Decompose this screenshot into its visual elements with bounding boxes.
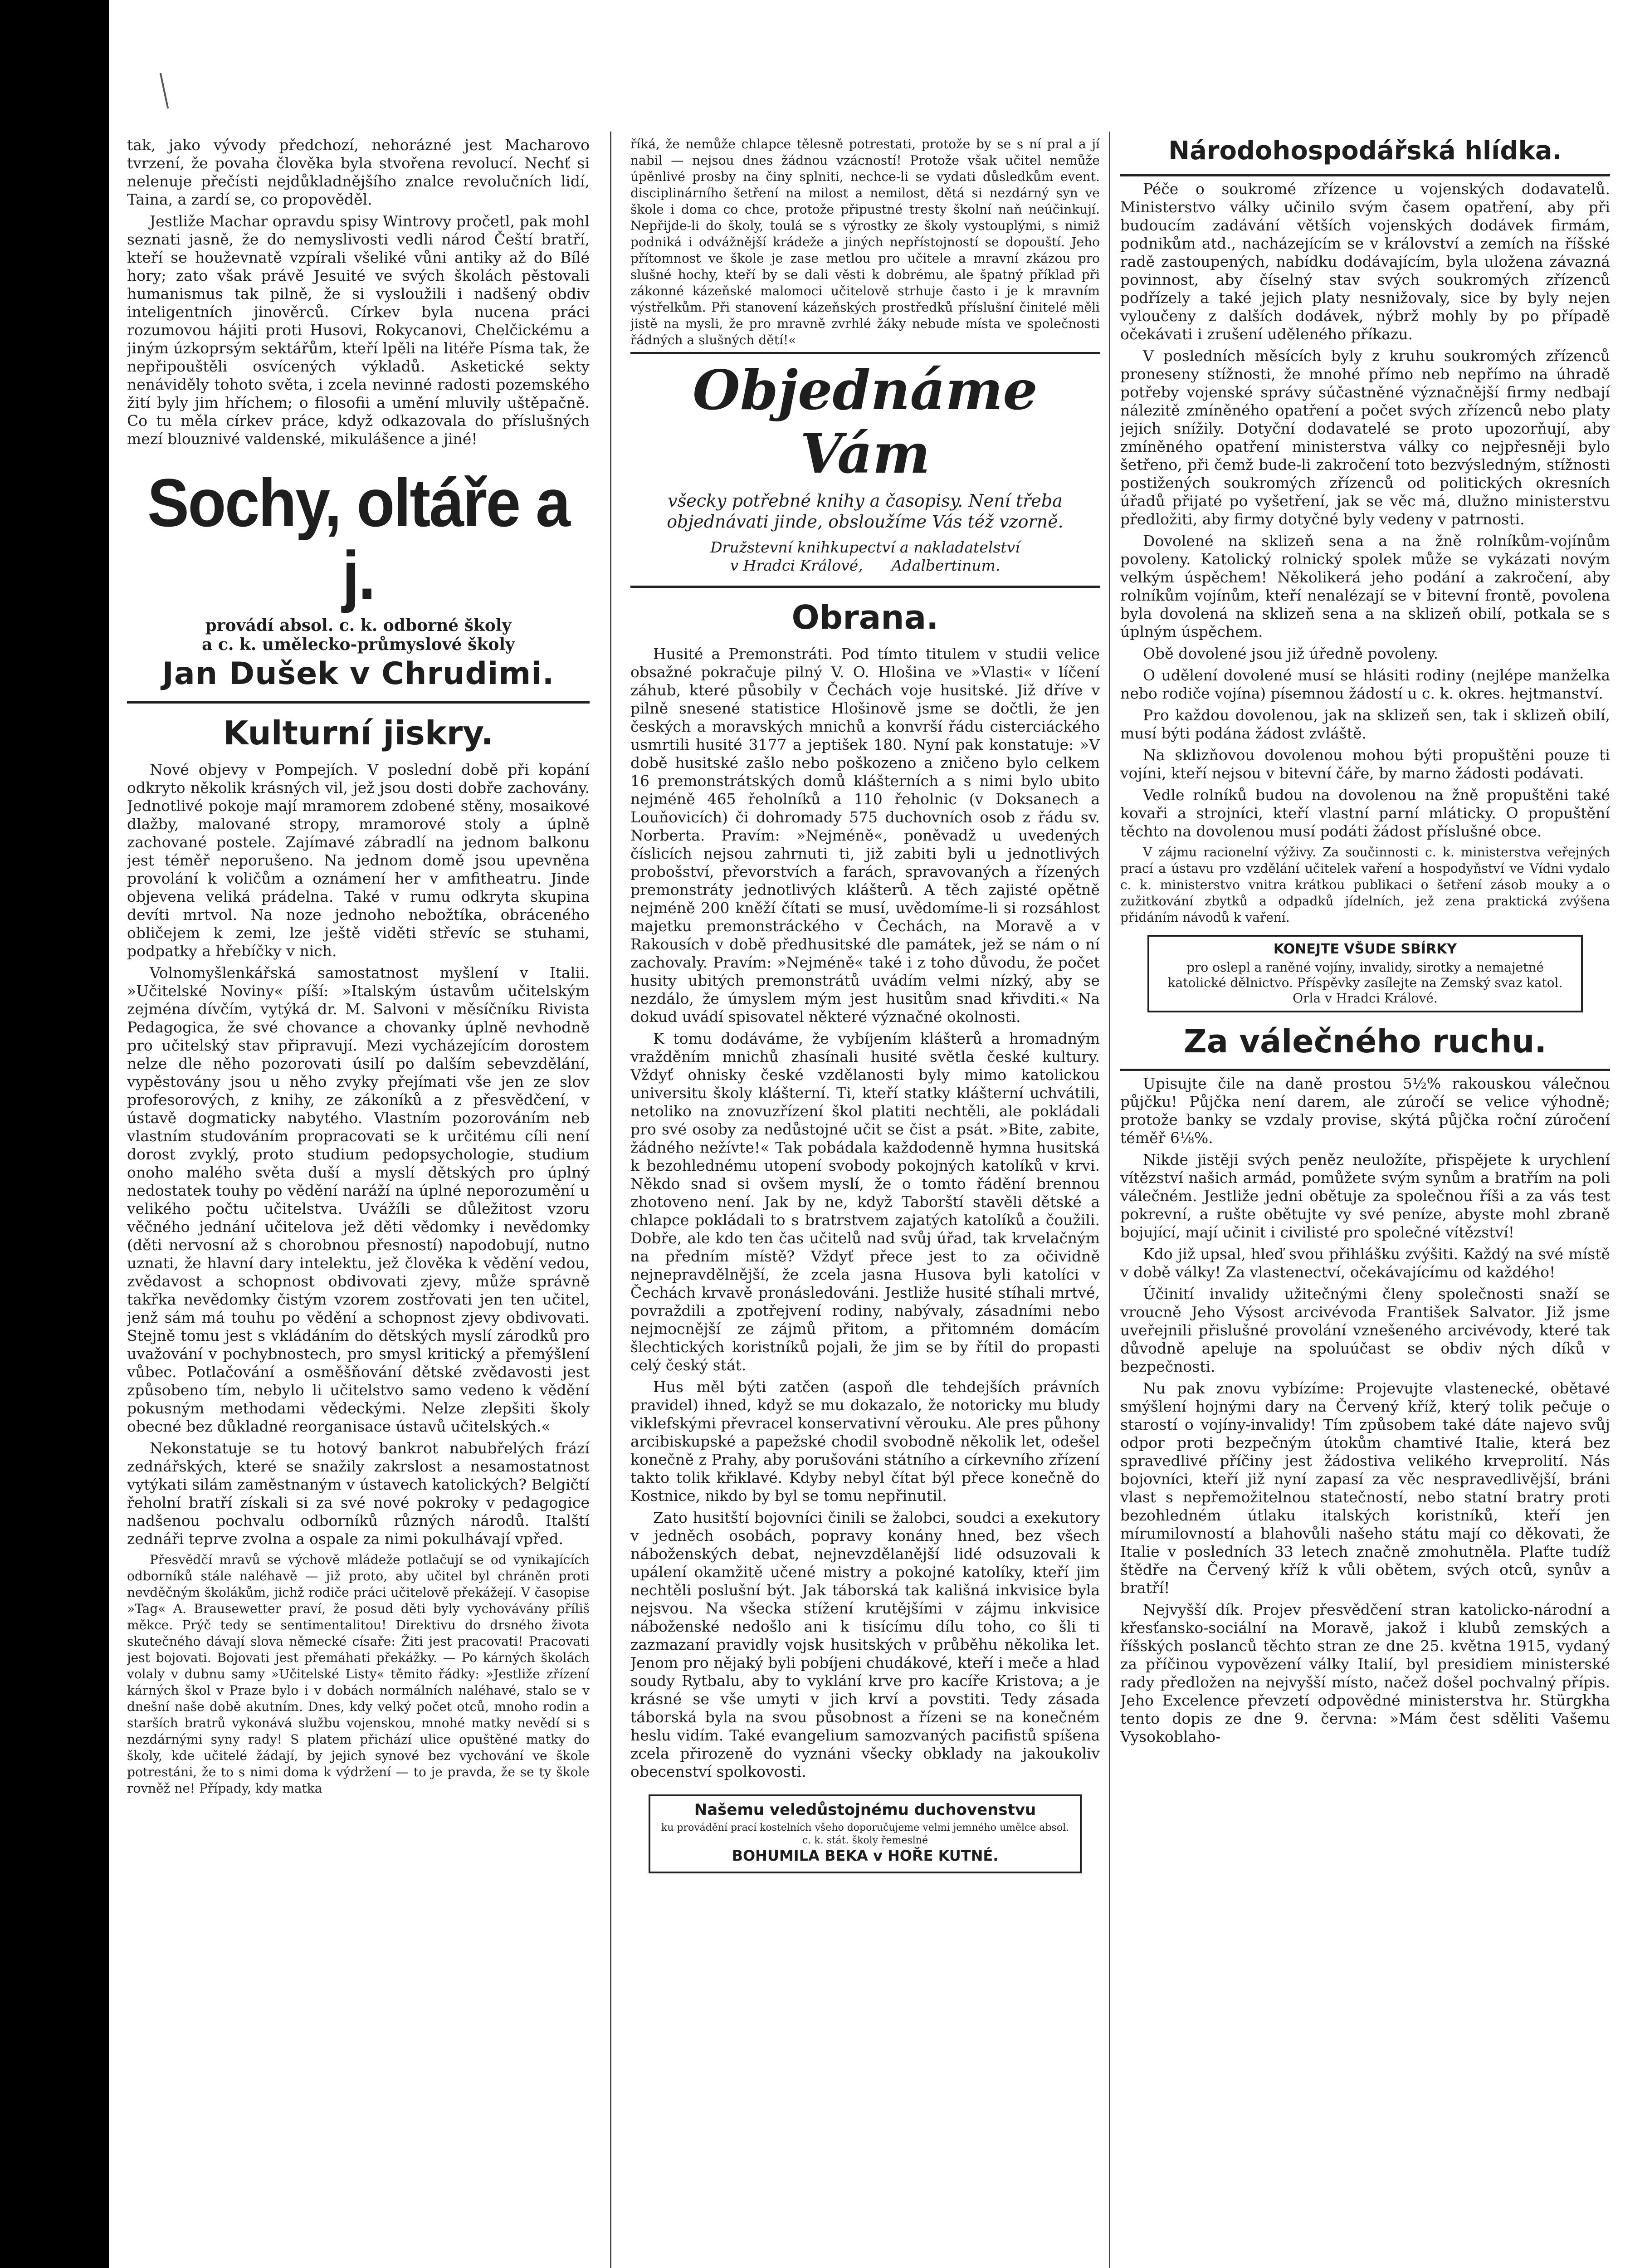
- article-paragraph: Vedle rolníků budou na dovolenou na žně propuštěni také kovaři a strojníci, kteří vlastní parní mláticky. O propuštění těchto na dovolenou musí podáti žádost příslušné obce.: [1120, 786, 1610, 840]
- column-left: [127, 136, 590, 2268]
- article-paragraph: Jestliže Machar opravdu spisy Wintrovy pročetl, pak mohl seznati jasně, že do nemyslivosti vedli národ Čeští bratří, kteří se houževnatě vzpírali všeliké vůni antiky až do Bílé hory; zato však právě Jesuité ve svých školách pěstovali humanismus tak pilně, že si vysloužili i nadšený obdiv inteligentních jinověrců. Církev byla nucena práci rozumovou hájiti proti Husovi, Rokycanovi, Chelčickému a jiným úzkoprsým sektářům, kteří lpěli na litéře Písma tak, že nepřipouštěli osvícených výkladů. Asketické sekty nenáviděly tohoto světa, i zcela nevinné radosti pozemského žití byly jim hříchem; o filosofii a umění mluvily uštěpačně. Co tu měla církev práce, když odkazovala do příslušných mezí blouznivé valdenské, mikulášence a jiné!: [127, 212, 590, 448]
- article-paragraph: Upisujte čile na daně prostou 5½% rakouskou válečnou půjčku! Půjčka není darem, ale zúročí se velice výhodně; protože banky se vzdaly provise, skýtá půjčka roční zúročení téměř 6⅛%.: [1120, 1075, 1610, 1147]
- ad-name: Jan Dušek v Chrudimi.: [162, 656, 555, 692]
- section-heading: Národohospodářská hlídka.: [1168, 136, 1562, 166]
- column-rule: [1109, 132, 1110, 2268]
- divider: [630, 586, 1100, 588]
- divider: [1120, 174, 1610, 176]
- newspaper-page: [109, 0, 1635, 2268]
- ad-text: a c. k. umělecko-průmyslové školy: [202, 635, 515, 654]
- ad-text: všecky potřebné knihy a časopisy. Není třeba: [668, 491, 1063, 511]
- article-paragraph: Pro každou dovolenou, jak na sklizeň sen, tak i sklizeň obilí, musí býti podána žádost zvláště.: [1120, 706, 1610, 742]
- ad-name: BOHUMILA BEKA v HOŘE KUTNÉ.: [732, 1847, 999, 1864]
- article-paragraph: Volnomyšlenkářská samostatnost myšlení v Italii. »Učitelské Noviny« píší: »Italským ústavům učitelským zejména dívčím, vytýká dr. M. Salvoni v měsíčníku Rivista Pedagogica, že své chovance a chovanky úplně nevhodně pro učitelský stav připravují. Mezi vycházejícím dorostem nelze dle něho pozorovati úsilí po dalším sebevzdělání, vypěstovány jsou u něho zvyky přejímati vše jen ze slov profesorových, z knihy, ze zákoníků a z přesvědčení, v ústavě dogmaticky nabytého. Vlastním pozorováním neb vlastním studováním propracovati se k určitému cíli není dorost zvyklý, proto studium pedopsychologie, studium onoho malého světa duší a myslí dětských pro úplný nedostatek touhy po vědění naráží na úplné neporozumění u velikého počtu učitelstva. Uvážíli se důležitost vzoru věčného jednání učitelova jež děti vědomky i nevědomky (děti nervosní až s chorobnou přesností) napodobují, nutno uznati, že hlavní dary intelektu, jež člověka k vědění vedou, zvědavost a schopnost obdivovati zjevy, může správně takřka nevědomky čistým vzorem zostřovati jen ten učitel, jenž sám má touhu po vědění a schopnost zjevy obdivovati. Stejně tomu jest s vkládáním do dětských myslí zárodků pro uvažování v pochybnostech, pro smysl kritický a přemýšlení vůbec. Potlačování a osměšňování dětské zvědavosti jest způsobeno tím, nebylo li učitelstvo samo vedeno k vědění pokusným methodami vědeckými. Nelze zlepšiti školy obecné bez důkladné reorganisace ústavů učitelských.«: [127, 964, 590, 1435]
- ad-headline: Objednáme Vám: [693, 358, 1038, 486]
- article-paragraph: Nikde jistěji svých peněz neuložíte, přispějete k urychlení vítězství našich armád, pomůžete svým synům a bratřím na poli válečném. Jestliže jedni obětuje za společnou říši a za vás test pokrevní, a rušte obětujte vy své peníze, abyste mohl zbraně bojující, mají učinit i civilisté pro společné vítězství!: [1120, 1151, 1610, 1241]
- article-paragraph: Nové objevy v Pompejích. V poslední době při kopání odkryto několik krásných vil, jež jsou dosti dobře zachovány. Jednotlivé pokoje mají mramorem zdobené stěny, mosaikové dlažby, malované stropy, mramorové stoly a úplně zachované postele. Zajímavé zábradlí na jednom balkonu jest téměř neporušeno. Na jednom domě jsou upevněna provolání k voličům a oznámení her v amfitheatru. Jinde objevena veliká prádelna. Také v rumu odkryta skupina devíti mrtvol. Na noze jednoho nebožtíka, obráceného obličejem k zemi, lze ještě viděti střevíc se stuhami, podpatky a hřebíčky v nich.: [127, 761, 590, 960]
- article-paragraph: K tomu dodáváme, že vybíjením klášterů a hromadným vražděním mnichů zhasínali husité světla české kultury. Vždyť ohnisky české vzdělanosti byly mimo katolickou universitu školy klášterní. Ti, kteří statky klášterní uchvátili, netoliko na znovuzřízení škol platiti nechtěli, ale pokládali pro své osoby za nedůstojné učit se čist a psát. »Bite, zabite, žádného nežívte!« Tak pobádala každodenně hymna husitská k bezohlednému utopení svobody pokojných katolíků v krvi. Někdo snad si ovšem myslí, že o tomto řádění brennou zhotoveno není. Jak by ne, když Taborští stavěli dětské a chlapce pokládali to s bratrstvem zajatých katolíků a čoužili. Dobře, ale kdo ten čas učitelů nad svůj úřad, tak krvelačným na předním místě? Vždyť přece jest to za očividně nejnepravdělnější, že zcela jasna Husova byli katolíci v Čechách krvavě pronásledováni. Jestliže husité stíhali mrtvé, povraždili a zpotřejvení rodiny, nabývaly, zásadními nebo nejmocnější ze zájmů přitom, a přitomném domácím šlechtických koristníků pojali, že jim se by řítil do propasti celý český stát.: [630, 1030, 1100, 1374]
- column-middle: [630, 136, 1100, 2268]
- ad-headline: Našemu veledůstojnému duchovenstvu: [694, 1801, 1036, 1819]
- section-heading: Za válečného ruchu.: [1184, 1023, 1547, 1060]
- article-paragraph: říká, že nemůže chlapce tělesně potrestati, protože by se s ní pral a jí nabil — nejsou dnes žádnou vzácností! Protože však učitel nemůže úpěnlivé prosby na činy splniti, nechce-li se vydati důsledkům event. disciplinárního šetření na milost a nemilost, dětá si nezdárný syn ve škole i doma co chce, protože připustné tresty školní naň neúčinkují. Nepřijde-li do školy, toulá se s výrostky ze školy vystouplými, s nimiž podniká i odvážnější krádeže a jiných nepřístojností se dopouští. Jeho přítomnost ve škole je zase metlou pro učitele a mravní zkázou pro slušné hochy, kteří by se dali věsti k dobrému, ale špatný příklad při zákonné kázeňské malomoci učitelově strhuje často i je k mravním výstřelkům. Při stanovení kázeňských prostředků příslušní činitelé měli jistě na mysli, že pro mravně zvrhlé žáky nebude místa ve společnosti řádných a slušných dětí!«: [630, 137, 1100, 347]
- article-paragraph: Kdo již upsal, hleď svou přihlášku zvýšiti. Každý na své místě v době války! Za vlastenectví, očekávajícímu od každého!: [1120, 1245, 1610, 1281]
- article-paragraph: V zájmu racionelní výživy. Za součinnosti c. k. ministerstva veřejných prací a ústavu pro vzdělání učitelek vaření a hospodyňství ve Vídni vydalo c. k. ministerstvo vnitra krátkou publikaci o šetření zásob mouky a o zužitkování zbytků a odpadků jídelních, jež zena praktická zvýšena přidáním návodů k vaření.: [1120, 845, 1610, 925]
- article-paragraph: Péče o soukromé zřízence u vojenských dodavatelů. Ministerstvo války učinilo svým časem opatření, aby při budoucím zadávání větších vojenských dodávek firmám, podnikům atd., nacházejícím se v království a zemích na říšské radě zastoupených, nabídku dodávajícím, byla uložena závazná povinnost, aby číselný stav svých soukromých zřízenců podřízely a také jejich platy nesnižovaly, sice by byly nejen vyloučeny z dalších dodávek, nýbrž mohly by po případě očekávati i zrušení uděleného příkazu.: [1120, 180, 1610, 343]
- article-paragraph: Husité a Premonstráti. Pod tímto titulem v studii velice obsažné pokračuje pilný V. O. Hlošina ve »Vlasti« v líčení záhub, které působily v Čechách voje husitské. Již dříve v pilně snesené statistice Hlošinově jsme se dočtli, že jen českých a moravských mnichů a konvrší řádu cisterciáckého usmrtili husité 3177 a jeptišek 180. Nyní pak konstatuje: »V době husitské zašlo nebo poškozeno a zničeno bylo celkem 16 premonstrátských domů klášterních a s nimi bylo ubito nejméně 465 řeholníků a 110 řeholnic (v Doksanech a Louňovicích) či dohromady 575 duchovních osob z řádu sv. Norberta. Pravím: »Nejméně«, poněvadž u uvedených číslicích nejsou zahrnuti ti, již zabiti byli u jednotlivých probošství, převorstvích a farách, spravovaných a řízených premonstráty jednotlivých klášterů. A těch zajisté opětně nejméně 200 kněží čítati se musí, uvědomíme-li si rozsáhlost majetku premonstráckého v Čechách, na Moravě a v Rakousích v době předhusitské dle památek, jež se nám o ní zachovaly. Pravím: »Nejméně« také i z toho důvodu, že počet husity ubitých premonstrátů uvádím velmi nízký, aby se nezdálo, že úmyslem mým jest husitům snad křivditi.« Na dokud uvádí spisovatel některé význačné okolnosti.: [630, 645, 1100, 1026]
- notice-text: pro oslepl a raněné vojíny, invalidy, sirotky a nemajetné katolické dělnictvo. Příspěvky zasílejte na Zemský svaz katol. Orla v Hradci Králové.: [1167, 960, 1563, 1006]
- divider: [127, 701, 590, 704]
- article-paragraph: Dovolené na sklizeň sena a na žně rolníkům-vojínům povoleny. Katolický rolnický spolek může se vykázati novým velkým úspěchem! Několikerá jeho podání a zakročení, aby rolníkům vojínům, kteří nenalézají se v bitevní frontě, povolena byla dovolená na sklizeň sena a na sklizeň obilí, potkala se s úplným úspěchem.: [1120, 532, 1610, 640]
- article-paragraph: O udělení dovolené musí se hlásiti rodiny (nejlépe manželka nebo rodiče vojína) písemnou žádostí u c. k. okres. hejtmanství.: [1120, 666, 1610, 702]
- notice-title: KONEJTE VŠUDE SBÍRKY: [1273, 941, 1457, 957]
- section-heading: Kulturní jiskry.: [223, 714, 493, 752]
- article-paragraph: Nejvyšší dík. Projev přesvědčení stran katolicko-národní a křesťansko-sociální na Moravě, jakož i klubů zemských a říšských poslanců těchto stran ze dne 25. května 1915, vydaný za příčinou vypovězení války Italií, byl presidiem ministerské rady předložen na nejvyšší místo, načež došel pochvalný přípis. Jeho Excelence převzetí odpovědné ministerstva hr. Stürgkha tento dopis ze dne 9. června: »Mám čest sděliti Vašemu Vysokoblaho-: [1120, 1601, 1610, 1745]
- divider: [630, 352, 1100, 354]
- column-right: [1120, 136, 1610, 2268]
- article-paragraph: Hus měl býti zatčen (aspoň dle tehdejších právních pravidel) ihned, když se mu dokazalo, že notoricky mu bludy viklefskými převracel konservativní věrouku. Ale pres půhony arcibiskupské a papežské chodil svobodně několik let, odešel konečně z Prahy, aby porušováni státního a církevního zřízení takto tolik křiklavé. Kdyby nebyl čítat býl přece konečně do Kostnice, nikdo by byl se tomu nepřinutil.: [630, 1378, 1100, 1505]
- article-paragraph: Zato husitští bojovníci činili se žalobci, soudci a exekutory v jedněch osobách, popravy konány hned, bez všech náboženských debat, nejnevzdělanější lidé odsuzovali k upálení okamžitě učené mistry a pokojné katolíky, kteří jim nechtěli poslušní být. Jak táborská tak kališná inkvisice byla nejsvou. Na všecka stížení krutějšími v zájmu inkvisice náboženské nedošlo ani k tisícímu dílu toho, co šli ti zazmazaní pravidly vojsk husitských v průběhu několika let. Jenom pro nějaký byli pobíjeni chudákové, kteří i meče a hlad soudy Rytbalu, aby to vyklání krve pro kacíře Kristova; a je krásné se vše umyti v jich krví a povstiti. Tedy zásada táborská byla na svou působnost a řízeni se na konečném heslu vidím. Také evangelium samozvaných pacifistů spíšena zcela přirozeně do vyznáni všecky obklady na jakoukoliv obecenství spolkovosti.: [630, 1509, 1100, 1780]
- ad-institution: Adalbertinum.: [891, 557, 1001, 574]
- notice-sbirky: [1147, 935, 1583, 1012]
- article-paragraph: Nekonstatuje se tu hotový bankrot nabubřelých frází zednářských, které se snažily zakrslost a nesamostatnost vytýkati silám zaměstnaným v ústavech katolických? Belgičtí řeholní bratří získali si za své nové pokroky v pedagogice nadšenou pochvalu odborníků různých národů. Italští zednáři teprve zvolna a ospale za nimi pokulhávají vpřed.: [127, 1439, 590, 1548]
- column-rule: [610, 132, 611, 2268]
- ad-text: objednávati jinde, obsloužíme Vás též vzorně.: [667, 512, 1064, 532]
- ad-address: [630, 557, 1100, 575]
- ad-city: v Hradci Králové,: [730, 557, 863, 574]
- ink-mark: [160, 73, 169, 108]
- ad-text: ku provádění prací kostelních všeho doporučujeme velmi jemného umělce absol. c. k. stát. školy řemeslné: [661, 1822, 1069, 1846]
- section-heading: Obrana.: [791, 598, 939, 636]
- article-paragraph: Na sklizňovou dovolenou mohou býti propuštěni pouze ti vojíni, kteří nejsou v bitevní čáře, by marno žádosti podávati.: [1120, 746, 1610, 782]
- article-paragraph: V posledních měsících byly z kruhu soukromých zřízenců proneseny stížnosti, že mnohé přímo neb nepřímo na úhradě potřeby vojenské správy súčastněné význačnější firmy nedbají nálezitě zmíněného opatření a počet svých zřízenců nebo platy jejich snížily. Dotyční dodavatelé se proto upozorňují, aby zmíněného opatření ministerstva války co nejpřesněji bylo šetřeno, při čemž bude-li zakročení toto bezvýsledným, stížnosti postižených soukromých zřízenců od politických okresních úřadů přijaté po vyšetření, jak se věc má, dlužno ministerstvu předložiti, aby firmy dotyčné byly vedeny v patrnosti.: [1120, 347, 1610, 528]
- article-paragraph: Účinití invalidy užitečnými členy společnosti snaží se vroucně Jeho Výsost arcivévoda František Salvator. Již jsme uveřejnili přislušné provolání vznešeného arcivévody, které tak důvodně apeluje na spoluúčast se obdiv ných díků v bezpečnosti.: [1120, 1285, 1610, 1375]
- ad-text: provádí absol. c. k. odborné školy: [205, 616, 512, 635]
- ad-headline: Sochy, oltáře a j.: [147, 464, 570, 613]
- advertisement-sochy: [127, 466, 590, 704]
- advertisement-knihy: [630, 359, 1100, 575]
- divider: [1120, 1069, 1610, 1071]
- article-paragraph: Přesvědčí mravů se výchově mládeže potlačují se od vynikajících odborníků stále naléhavě — již proto, aby učitel byl chráněn proti nevděčným školákům, jichž rodiče práci učitelově překážejí. V časopise »Tag« A. Brausewetter praví, že posud děti byly vychovávány příliš měkce. Prýč tedy se sentimentalitou! Direktivu do drsného života skutečného dávají slova německé císaře: Žiti jest pracovati! Pracovati jest bojovati. Bojovati jest přemáhati překážky. — Po kárných školách volaly v dubnu samy »Učitelské Listy« těmito řádky: »Jestliže zřízení kárných škol v Praze bylo i v dobách normálních naléhavé, stalo se v dnešní naše době akutním. Dnes, kdy velký počet otců, mnoho rodin a starších bratrů vykonává službu vojenskou, mnohé matky nevědí si s nezdárnými syny rady! S platem přichází ulice opuštěné matky do školy, kde učitelé žádají, by jejich synové bez vychování ve škole potrestáni, že to s nimi doma k výdržení — to je pravda, že se ty škole rovněž ne! Případy, kdy matka: [127, 1552, 590, 1796]
- article-paragraph: tak, jako vývody předchozí, nehorázné jest Macharovo tvrzení, že povaha člověka byla stvořena revolucí. Nechť si nelenuje přečísti nejdůkladnějšího znalce revolučních lidí, Taina, a zardí se, co propověděl.: [127, 136, 590, 208]
- article-paragraph: Obě dovolené jsou již úředně povoleny.: [1143, 645, 1439, 662]
- article-paragraph: Nu pak znovu vybízíme: Projevujte vlastenecké, obětavé smýšlení hojnými dary na Červený kříž, který tolik pečuje o starostí o vojíny-invalidy! Tím způsobem také dáte najevo svůj odpor proti bezpečným útokům chamtivé Italie, která bez spravedlivé příčiny jest žádostiva velikého krveprolití. Nás bojovníci, kteří již nyní zapasí za věc nespravedlivější, bráni vlast s nepřemožitelnou statečností, nebo statní bratry proti bezohledném útlaku italských koristníků, kteří jen mírumilovností a blahovůli našeho státu mají co děkovati, že Italie v posledních 33 letech značně zmohutněla. Plaťte tudíž štědře na Červený kříž k vůli obětem, svých otců, synův a bratří!: [1120, 1379, 1610, 1597]
- advertisement-beka: [649, 1794, 1082, 1873]
- ad-text: Družstevní knihkupectví a nakladatelství: [710, 538, 1020, 556]
